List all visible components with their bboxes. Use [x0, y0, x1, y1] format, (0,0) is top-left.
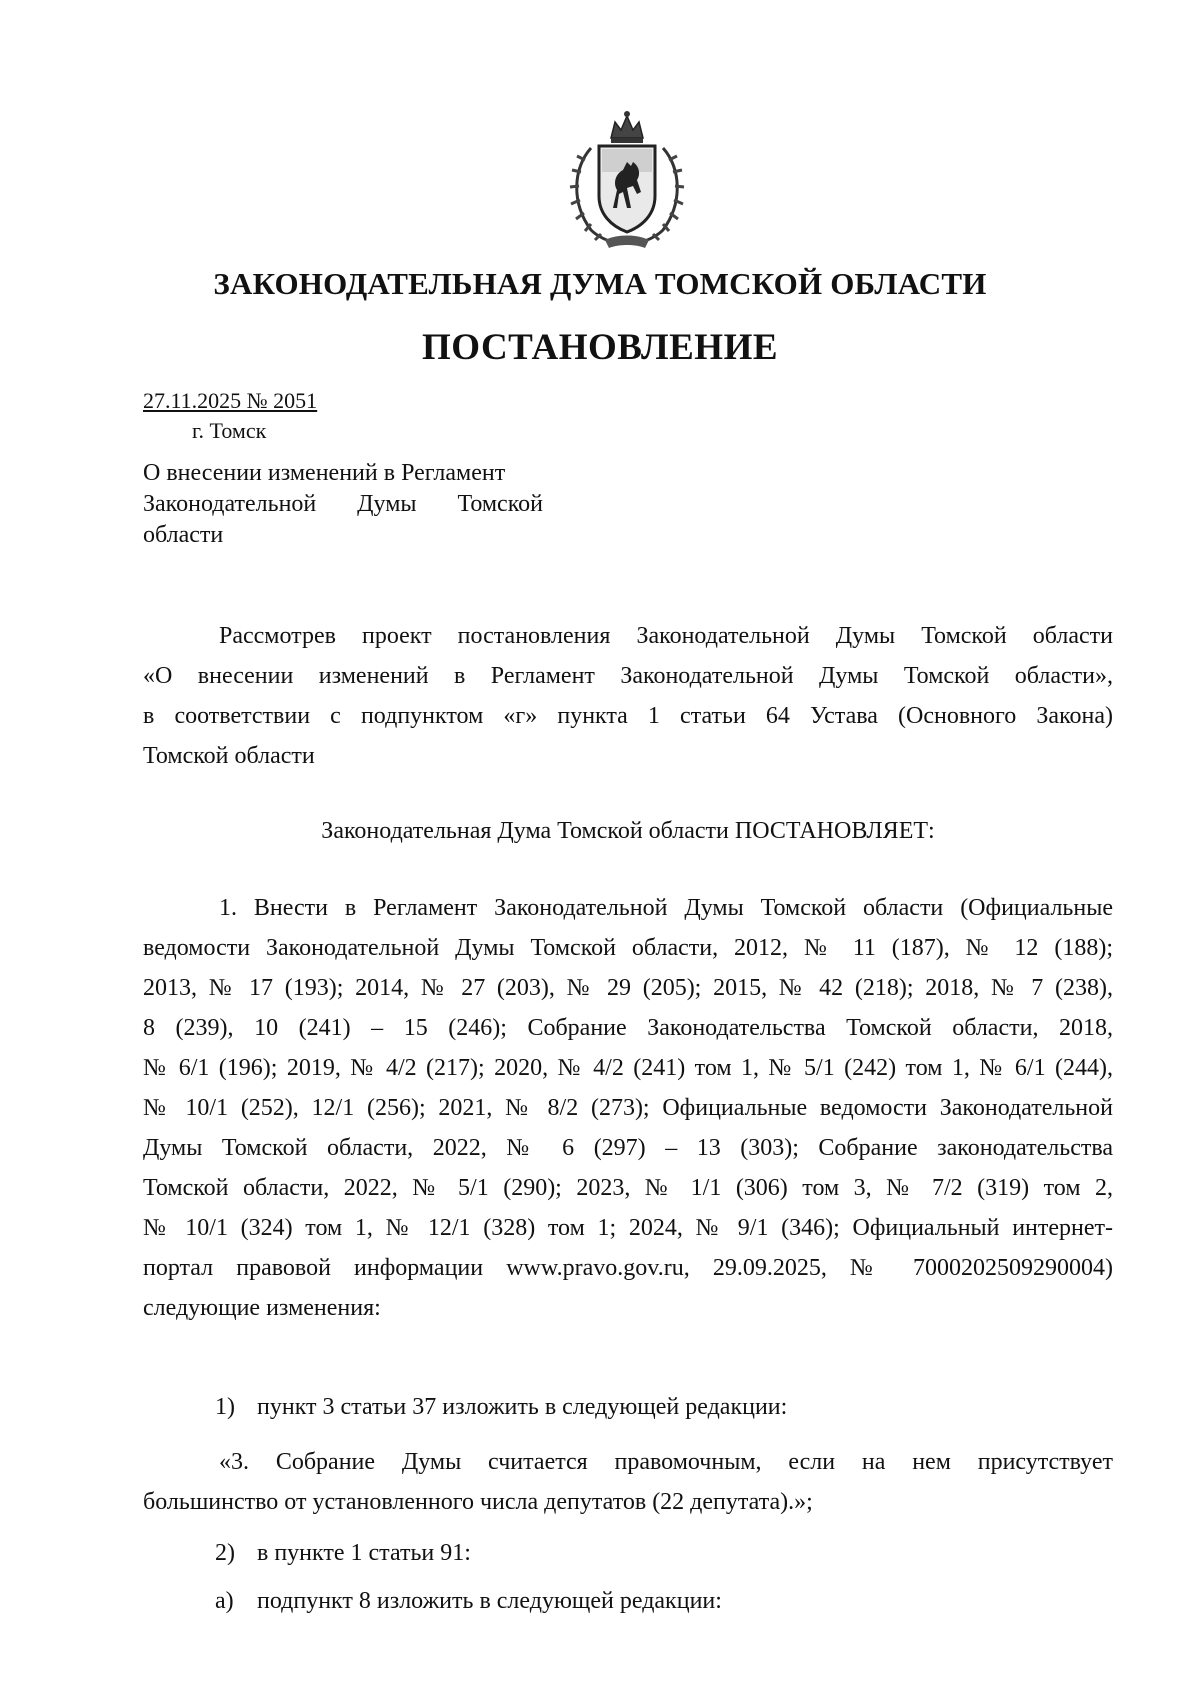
sub-item-text: подпункт 8 изложить в следующей редакции: [257, 1588, 722, 1614]
coat-of-arms-emblem [561, 108, 693, 252]
item-1-line: следующие изменения: [143, 1295, 381, 1321]
item-1-line: 1. Внести в Регламент Законодательной Думы Томской области (Официальные [219, 895, 1113, 921]
sub-item-text: пункт 3 статьи 37 изложить в следующей редакции: [257, 1394, 788, 1420]
sub-item-1 [215, 1394, 787, 1421]
item-1-line: ведомости Законодательной Думы Томской области, 2012, № 11 (187), № 12 (188); [143, 935, 1113, 961]
item-1-line: 8 (239), 10 (241) – 15 (246); Собрание Законодательства Томской области, 2018, [143, 1015, 1113, 1041]
quote-line: большинство от установленного числа депутатов (22 депутата).»; [143, 1489, 813, 1515]
item-1-line: Томской области, 2022, № 5/1 (290); 2023, № 1/1 (306) том 3, № 7/2 (319) том 2, [143, 1175, 1113, 1201]
quote-line: «3. Собрание Думы считается правомочным, если на нем присутствует [219, 1449, 1113, 1475]
item-1-paragraph [143, 888, 1113, 1328]
document-city: г. Томск [192, 418, 267, 443]
sub-item-2a [215, 1588, 722, 1615]
item-1-line: № 6/1 (196); 2019, № 4/2 (217); 2020, № 4/2 (241) том 1, № 5/1 (242) том 1, № 6/1 (244), [143, 1055, 1113, 1081]
preamble-paragraph [143, 616, 1113, 776]
resolves-line: Законодательная Дума Томской области ПОСТАНОВЛЯЕТ: [321, 818, 935, 844]
document-type-title: ПОСТАНОВЛЕНИЕ [421, 327, 779, 368]
sub-item-text: в пункте 1 статьи 91: [257, 1540, 471, 1566]
sub-item-2 [215, 1540, 471, 1567]
subject-line: области [143, 522, 224, 548]
item-1-line: № 10/1 (252), 12/1 (256); 2021, № 8/2 (273); Официальные ведомости Законодательной [143, 1095, 1113, 1121]
document-date-number: 27.11.2025 № 2051 [143, 388, 318, 413]
document-subject [143, 458, 543, 551]
quoted-text [143, 1442, 1113, 1522]
sub-item-number: 2) [215, 1540, 235, 1566]
organization-title: ЗАКОНОДАТЕЛЬНАЯ ДУМА ТОМСКОЙ ОБЛАСТИ [213, 266, 987, 301]
item-1-line: портал правовой информации www.pravo.gov.ru, 29.09.2025, № 7000202509290004) [143, 1255, 1113, 1281]
subject-line: Законодательной Думы Томской [143, 491, 543, 517]
subject-line: О внесении изменений в Регламент [143, 460, 506, 486]
preamble-line: в соответствии с подпунктом «г» пункта 1 статьи 64 Устава (Основного Закона) [143, 703, 1113, 729]
sub-item-number: а) [215, 1588, 234, 1614]
item-1-line: 2013, № 17 (193); 2014, № 27 (203), № 29 (205); 2015, № 42 (218); 2018, № 7 (238), [143, 975, 1113, 1001]
preamble-line: Томской области [143, 743, 315, 769]
preamble-line: «О внесении изменений в Регламент Законодательной Думы Томской области», [143, 663, 1113, 689]
sub-item-number: 1) [215, 1394, 235, 1420]
preamble-line: Рассмотрев проект постановления Законодательной Думы Томской области [219, 623, 1113, 649]
item-1-line: Думы Томской области, 2022, № 6 (297) – 13 (303); Собрание законодательства [143, 1135, 1113, 1161]
item-1-line: № 10/1 (324) том 1, № 12/1 (328) том 1; 2024, № 9/1 (346); Официальный интернет- [143, 1215, 1113, 1241]
